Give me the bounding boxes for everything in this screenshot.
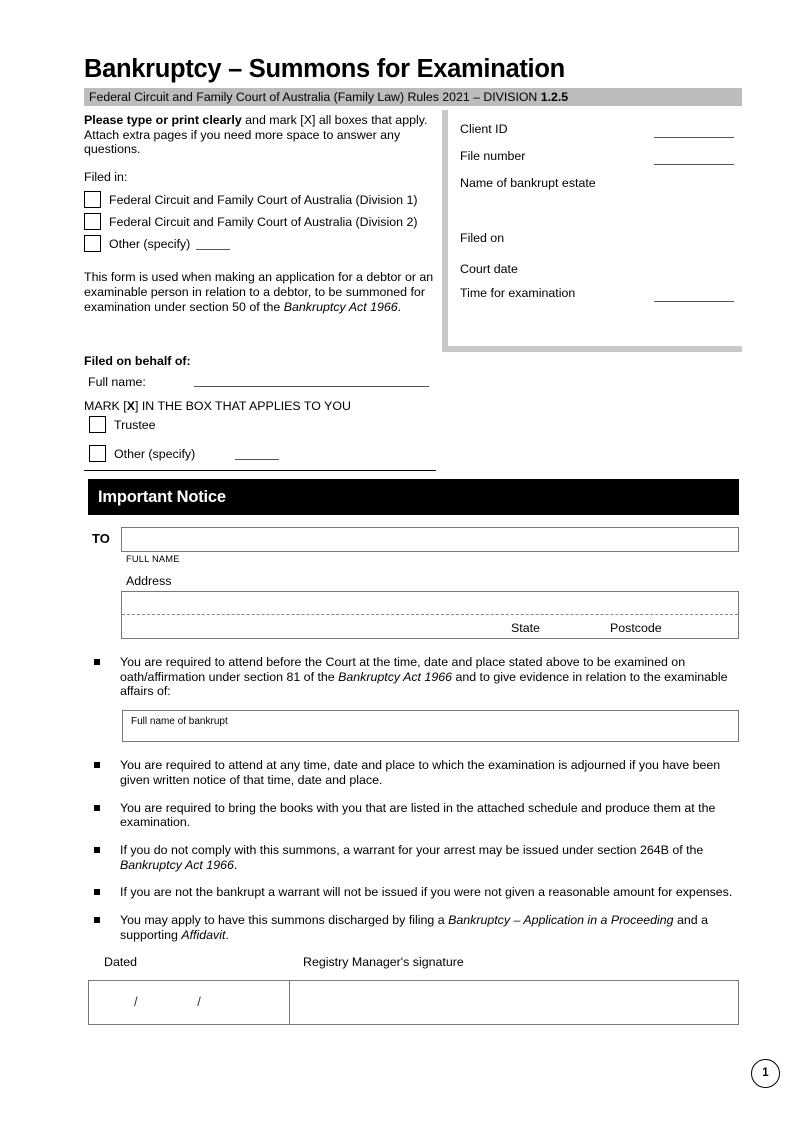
page-number-badge: 1 <box>751 1059 780 1088</box>
court-use-panel <box>442 110 742 352</box>
to-label: TO <box>92 531 110 546</box>
checkbox-label-behalf-other: Other (specify) <box>114 446 196 461</box>
bullet-square-icon <box>94 805 100 811</box>
checkbox-label-division-1: Federal Circuit and Family Court of Australia (Division 1) <box>109 192 418 207</box>
instruction-bold: Please type or print clearly <box>84 113 242 127</box>
bullet-emphasis: Bankruptcy Act 1966 <box>338 669 452 684</box>
checkbox-label-other: Other (specify) <box>109 236 191 251</box>
bullet-item <box>90 801 740 830</box>
state-label: State <box>511 621 540 635</box>
full-name-caption: FULL NAME <box>126 554 180 564</box>
checkbox-row-trustee[interactable] <box>89 416 156 433</box>
signature-input-cell[interactable] <box>290 981 738 1024</box>
subtitle-division: 1.2.5 <box>540 90 569 104</box>
checkbox-row-division-1[interactable] <box>84 190 436 209</box>
bullet-square-icon <box>94 762 100 768</box>
bankrupt-name-placeholder: Full name of bankrupt <box>131 716 228 727</box>
panel-label-time-exam: Time for examination <box>460 286 576 300</box>
instruction-paragraph <box>84 113 436 157</box>
to-full-name-input[interactable] <box>121 527 739 552</box>
filed-on-behalf-heading: Filed on behalf of: <box>84 354 191 368</box>
bullet-text-3 <box>120 843 703 872</box>
checkbox-icon[interactable] <box>84 191 101 208</box>
bullet-item <box>90 843 740 872</box>
mark-instruction-post: ] IN THE BOX THAT APPLIES TO YOU <box>134 399 351 413</box>
panel-label-court-date: Court date <box>460 262 518 276</box>
checkbox-row-other[interactable] <box>84 234 436 253</box>
panel-label-file-number: File number <box>460 149 526 163</box>
subtitle-bar <box>84 88 742 106</box>
bullet-square-icon <box>94 847 100 853</box>
instruction-rest: and mark [X] all boxes that apply. Attach extra pages if you need more space to answer any questions. <box>84 113 428 157</box>
mark-instruction-pre: MARK [ <box>84 399 127 413</box>
usage-paragraph <box>84 270 436 314</box>
bullet-run: . <box>233 857 238 872</box>
usage-text-1: This form is used when making an application for a debtor or an examinable person in relation to a debtor, to be summoned for examination under section 50 of the <box>84 270 434 314</box>
usage-act-italic: Bankruptcy Act 1966 <box>283 299 398 314</box>
page-title: Bankruptcy – Summons for Examination <box>84 55 565 83</box>
bullet-emphasis: Bankruptcy – Application in a Proceeding <box>448 913 674 928</box>
mark-instruction-x: X <box>126 399 135 413</box>
checkbox-row-behalf-other[interactable] <box>89 445 279 462</box>
bullet-run: You may apply to have this summons discharged by filing a <box>120 913 449 928</box>
checkbox-icon[interactable] <box>89 445 106 462</box>
bullet-run: and to give evidence in relation to the examinable affairs of: <box>120 669 728 699</box>
notice-bullet-list <box>90 655 740 955</box>
checkbox-row-division-2[interactable] <box>84 212 436 231</box>
usage-text-2: . <box>397 299 402 314</box>
other-specify-input-line[interactable] <box>196 238 230 250</box>
bullet-square-icon <box>94 889 100 895</box>
important-notice-heading: Important Notice <box>88 479 739 515</box>
bankrupt-name-input[interactable] <box>122 710 739 742</box>
address-divider <box>122 614 738 615</box>
bullet-run: If you are not the bankrupt a warrant will not be issued if you were not given a reasonable amount for expenses. <box>120 885 733 900</box>
bullet-text-2 <box>120 801 715 830</box>
intro-column <box>84 113 436 327</box>
dated-label: Dated <box>104 955 138 969</box>
bullet-square-icon <box>94 659 100 665</box>
section-divider <box>84 470 436 471</box>
postcode-label: Postcode <box>610 621 662 635</box>
checkbox-icon[interactable] <box>84 213 101 230</box>
panel-label-client-id: Client ID <box>460 122 508 136</box>
full-name-label: Full name: <box>88 375 146 389</box>
panel-label-bankrupt-estate: Name of bankrupt estate <box>460 176 596 190</box>
checkbox-icon[interactable] <box>89 416 106 433</box>
bullet-run: You are required to attend before the Court at the time, date and place stated above to be examined on oath/affirmation under section 81 of the <box>120 655 686 684</box>
subtitle-text: Federal Circuit and Family Court of Australia (Family Law) Rules 2021 – DIVISION <box>89 90 541 104</box>
bullet-item <box>90 758 740 787</box>
bullet-square-icon <box>94 917 100 923</box>
bullet-text-0 <box>120 655 728 698</box>
bullet-text-4 <box>120 885 732 899</box>
filed-in-label: Filed in: <box>84 169 128 184</box>
panel-input-client-id[interactable] <box>654 137 734 138</box>
address-label: Address <box>126 574 172 588</box>
panel-label-filed-on: Filed on <box>460 231 505 245</box>
panel-input-time-exam[interactable] <box>654 301 734 302</box>
dated-input-cell[interactable] <box>89 981 290 1024</box>
bullet-text-5 <box>120 913 708 942</box>
full-name-input-line[interactable] <box>194 386 429 387</box>
bullet-run: You are required to attend at any time, date and place to which the examination is adjourned if you have been given written notice of that time, date and place. <box>120 758 721 787</box>
bullet-item <box>90 655 740 699</box>
bullet-run: You are required to bring the books with you that are listed in the attached schedule and produce them at the examination. <box>120 800 716 830</box>
date-slashes: / / <box>134 994 229 1009</box>
bullet-run: If you do not comply with this summons, a warrant for your arrest may be issued under section 264B of the <box>120 842 704 857</box>
checkbox-label-division-2: Federal Circuit and Family Court of Australia (Division 2) <box>109 214 418 229</box>
bullet-run: and a supporting <box>120 913 708 942</box>
signature-table <box>88 980 739 1025</box>
checkbox-label-trustee: Trustee <box>114 417 156 432</box>
panel-input-file-number[interactable] <box>654 164 734 165</box>
bullet-text-1 <box>120 758 720 787</box>
checkbox-icon[interactable] <box>84 235 101 252</box>
registry-manager-label: Registry Manager's signature <box>303 955 464 969</box>
bullet-emphasis: Affidavit <box>181 927 226 942</box>
bullet-emphasis: Bankruptcy Act 1966 <box>120 857 234 872</box>
behalf-other-specify-input-line[interactable] <box>235 448 279 460</box>
bullet-item <box>90 885 740 900</box>
mark-instruction <box>84 399 351 413</box>
bullet-item <box>90 913 740 942</box>
bullet-run: . <box>225 927 229 942</box>
